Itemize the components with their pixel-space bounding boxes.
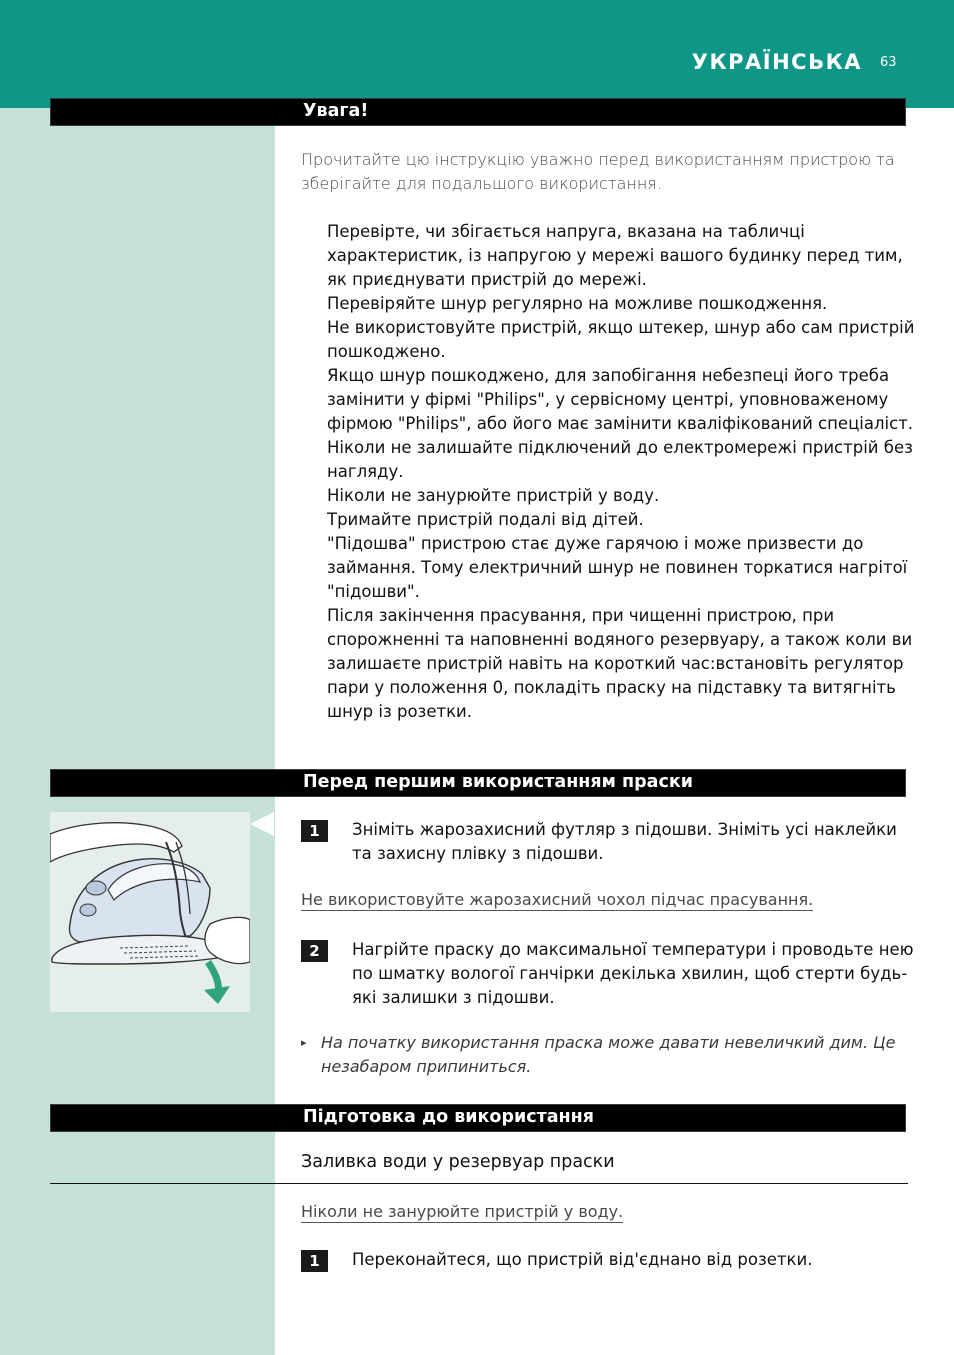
section-header-first-use — [50, 769, 906, 797]
warning-item: Після закінчення прасування, при чищенні пристрою, при спорожненні та наповненні водяного резервуару, а також коли ви залишаєте пристрій навіть на короткий час:встановіть регулятор пари у положення 0, покладіть праску на підставку та витягніть шнур із розетки. — [327, 606, 913, 721]
warning-item: Якщо шнур пошкоджено, для запобігання небезпеці його треба замінити у фірмі "Philips", у сервісному центрі, уповноваженому фірмою "Philips", або його має замінити кваліфікований спеціаліст. — [327, 366, 914, 433]
bullet-triangle-icon: ▸ — [301, 1036, 307, 1049]
iron-soleplate-cover-removal-icon — [50, 812, 250, 1012]
section-header-warning — [50, 98, 906, 126]
step-text: Зніміть жарозахисний футляр з підошви. Зніміть усі наклейки та захисну плівку з підошви. — [352, 820, 897, 863]
warning-item: Не використовуйте пристрій, якщо штекер, шнур або сам пристрій пошкоджено. — [327, 318, 915, 361]
language-title: УКРАЇНСЬКА — [691, 50, 862, 74]
left-margin-band — [0, 108, 275, 1355]
step-text: Переконайтеся, що пристрій від'єднано від розетки. — [352, 1250, 813, 1269]
step-number-badge: 2 — [301, 940, 328, 962]
warning-item: Перевіряйте шнур регулярно на можливе пошкодження. — [327, 294, 828, 313]
warning-list — [327, 220, 917, 724]
subheading-rule — [50, 1183, 908, 1184]
intro-paragraph: Прочитайте цю інструкцію уважно перед використанням пристрою та зберігайте для подальшого використання. — [301, 150, 895, 193]
section-title: Підготовка до використання — [303, 1107, 594, 1127]
warning-item: Ніколи не занурюйте пристрій у воду. — [327, 486, 660, 505]
caution-note: Не використовуйте жарозахисний чохол підчас прасування. — [301, 890, 814, 909]
page-number: 63 — [880, 55, 897, 70]
section-header-preparation — [50, 1104, 906, 1132]
step-text: Нагрійте праску до максимальної температури і проводьте нею по шматку вологої ганчірки декілька хвилин, щоб стерти будь-які залишки з підошви. — [352, 940, 914, 1007]
warning-item: Ніколи не залишайте підключений до електромережі пристрій без нагляду. — [327, 438, 913, 481]
step-number-badge: 1 — [301, 1250, 328, 1272]
bullet-note — [301, 1031, 913, 1079]
warning-item: Тримайте пристрій подалі від дітей. — [327, 510, 644, 529]
iron-illustration — [50, 812, 250, 1012]
illustration-pointer — [250, 812, 274, 836]
step-number-badge: 1 — [301, 820, 328, 842]
bullet-text: На початку використання праска може давати невеличкий дим. Це незабаром припиниться. — [321, 1033, 896, 1076]
caution-note: Ніколи не занурюйте пристрій у воду. — [301, 1202, 624, 1221]
section-title: Перед першим використанням праски — [303, 772, 693, 792]
warning-item: "Підошва" пристрою стає дуже гарячою і може призвести до займання. Тому електричний шнур не повинен торкатися нагрітої "підошви". — [327, 534, 908, 601]
section-title: Увага! — [303, 101, 369, 121]
subheading: Заливка води у резервуар праски — [301, 1152, 615, 1172]
warning-item: Перевірте, чи збігається напруга, вказана на табличці характеристик, із напругою у мережі вашого будинку перед тим, як приєднувати пристрій до мережі. — [327, 222, 903, 289]
